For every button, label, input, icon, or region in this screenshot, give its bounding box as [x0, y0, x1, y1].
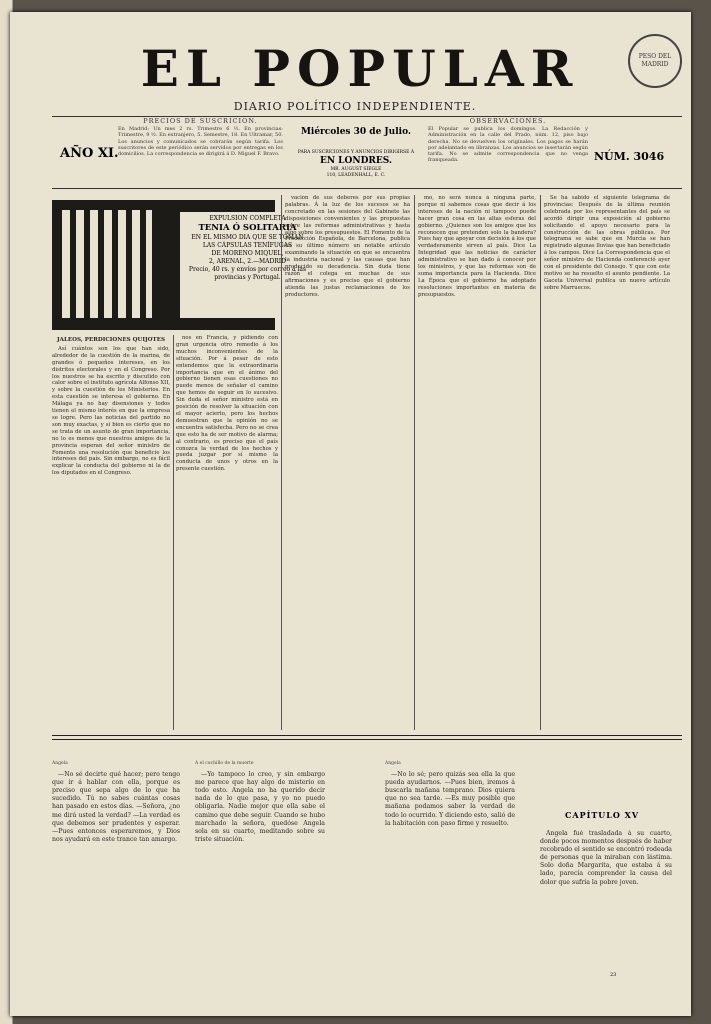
ad-decorative-numeral: [62, 210, 152, 318]
tenia-advertisement: [52, 200, 307, 330]
subscription-title: PRECIOS DE SUSCRICION.: [143, 118, 258, 125]
feuilleton-text-3: —No lo sé; pero quizás sea ella la que pueda ayudarnos. —Pues bien, iremos á buscarla mañana temprano. Dios quiera que no sea tarde. —Es muy posible que mañana podamos saber la verdad de todo lo ocurrido. Y diciendo esto, salió de la habitación con paso firme y resuelto.: [385, 771, 515, 827]
column-4-text: mo, no será nunca á ninguna parte, porque ni sabemos cosas que decir á los intereses de la nación ni tampoco puede hacer gran cosa en las altas esferas del gobierno. ¿Quienes son los amigos que les reconocen que pretenden solo la bandera? Pues hay que apoyar con decisión á los que verdaderamente sirven al país. Dice La Integridad que las noticias de carácter administrativo se han dado á conocer por los ministros, y que las reformas son de suma importancia para la Hacienda. Dice La Época que el gobierno ha adoptado resoluciones importantes en materia de presupuestos.: [418, 195, 536, 298]
observations-title: OBSERVACIONES.: [469, 118, 547, 125]
observations-text: El Popular se publica los domingos. La Redacción y Administración en la calle del Prado, núm. 12, piso bajo derecha. No se devuelven los originales. Los pagos se harán por adelantado en libranzas. Los anuncios se insertarán según tarifa. No se admite correspondencia que no venga franqueada.: [428, 126, 588, 164]
column-1-heading: JALEOS, PERDICIONES QUIJOTES: [56, 337, 166, 343]
feuilleton-page-label: Angela: [52, 761, 68, 766]
news-column-5: [544, 195, 670, 730]
stamp-text: PESO DEL MADRID: [638, 52, 672, 68]
ad-line-3: DE MORENO MIQUEL,: [211, 250, 284, 257]
library-stamp: [628, 34, 682, 88]
year-label: AÑO XI.: [60, 146, 119, 161]
feuilleton-text-1: —No sé decirte qué hacer; pero tengo que ir á hablar con ella, porque es preciso que sepa algo de lo que ha sucedido. Tú no sabes cuántas cosas han pasado en estos días. —Señora, ¿no me dirá usted la verdad? —La verdad es que debemos ser prudentes y esperar. —Pues entonces esperaremos, y Dios nos ayudará en este trance tan amargo.: [52, 771, 180, 843]
header-rule-bottom: [52, 188, 682, 189]
column-5-text: Se ha sabido el siguiente telegrama de provincias: Después de la última reunión celebrada por los representantes del país se acordó dirigir una exposición al gobierno solicitando el apoyo necesario para la construcción de las obras públicas. Por telegrama se sabe que en Murcia se han registrado algunas lluvias que han beneficiado á los campos. Dice La Correspondencia que el señor ministro de Hacienda conferenció ayer con el presidente del Consejo. Y que con este motivo se ha resuelto el asunto pendiente. La Gaceta Universal publica un nuevo artículo sobre Marruecos.: [544, 195, 670, 291]
newspaper-subtitle: DIARIO POLÍTICO INDEPENDIENTE.: [233, 100, 477, 113]
ad-line-2: LAS CÁPSULAS TENÍFUGAS: [202, 242, 293, 249]
feuilleton-column-4: [540, 830, 672, 970]
news-column-4: [418, 195, 536, 730]
observations-block: [428, 118, 588, 184]
feuilleton-column-1: [52, 760, 180, 990]
feuilleton-text-2: —Yo tampoco lo creo, y sin embargo me parece que hay algo de misterio en todo esto. Angela no ha querido decir nada de lo que pasa, y yo no puedo obligarla. Nadie mejor que ella sabe el camino que debe seguir. Cuando se hubo marchado la señora, quedóse Angela sola en su cuarto, meditando sobre su triste situación.: [195, 771, 325, 843]
ad-intro: EXPULSION COMPLETA: [209, 215, 286, 222]
ad-line-4: 2, ARENAL, 2.—MADRID: [209, 258, 286, 265]
london-agent: MR. AUGUST SIEGLE: [330, 167, 382, 172]
column-rule: [281, 195, 282, 730]
newspaper-title: EL POPULAR: [140, 39, 580, 98]
column-rule: [173, 335, 174, 730]
ad-title: TENIA Ó SOLITARIA: [198, 223, 297, 233]
chapter-heading: CAPÍTULO XV: [565, 810, 640, 820]
subscription-text: En Madrid: Un mes 2 rs. Trimestre 6 ½. En provincias: Trimestre, 9 ½. En extranjero, 5. Semestre, 18. En Ultramar, 50. Los anuncios y comunicados se cobrarán según tarifa. Los suscritores de este periódico serán servidos por entregas en los domicilios. La correspondencia se dirigirá á D. Miguel F. Bravo.: [118, 126, 283, 158]
column-3-text: vación de sus deberes por sus propias palabras. Á la luz de los sucesos se ha concretado en las sesiones del Gabinete las disposiciones convenientes y las propuestas sobre las reformas administrativas y hasta algo sobre los presupuestos. El Fomento de la Producción Española, de Barcelona, publica en su último número un notable artículo examinando la situación en que se encuentra la industria nacional y las causas que han producido su decadencia. Sin duda tiene razón el colega en muchas de sus afirmaciones y es preciso que el gobierno atienda las justas reclamaciones de los productores.: [285, 195, 410, 298]
ad-line-1: EN EL MISMO DIA QUE SE TOMAN: [191, 234, 304, 241]
london-address: 110, LEADENHALL, E. C.: [326, 173, 386, 178]
london-label: PARA SUSCRICIONES Y ANUNCIOS DIRIGIRSE Á: [297, 150, 415, 155]
column-rule: [540, 195, 541, 730]
header-rule-top: [52, 116, 682, 117]
issue-number: NÚM. 3046: [594, 150, 665, 163]
issue-date: Miércoles 30 de Julio.: [300, 127, 412, 137]
feuilleton-column-2: [195, 760, 325, 990]
feuilleton-page-number: 23: [610, 972, 617, 978]
london-agent-block: [290, 150, 422, 179]
ad-line-5: Precio, 40 rs. y envíos por correo á las provincias y Portugal.: [188, 266, 307, 281]
feuilleton-divider: [52, 735, 682, 740]
column-2-text: nos en Francia, y pidiendo con gran urgencia otro remedio á los muchos inconvenientes de la situación. Por á pesar de esto entendemos que la extraordinaria importancia que en el ánimo del gobierno tienen esas cuestiones no puede menos de señalar el camino que hemos de seguir en lo sucesivo. Sin duda el señor ministro está en posición de resolver la situación con el mayor acierto, pero los hechos demuestran que la opinión no se encuentra satisfecha. Pero no se crea que esto ha de ser motivo de alarma; al contrario, es preciso que el país conozca la verdad de los hechos y pueda juzgar por sí mismo la conducta de unos y otros en la presente cuestión.: [176, 335, 278, 473]
london-title: EN LONDRES.: [319, 156, 393, 166]
feuilleton-page-label: Á el cuchillo de la muerte: [195, 761, 254, 766]
feuilleton-text-4: Angela fué trasladada á su cuarto, donde pocos momentos después de haber recobrado el sentido se encontró rodeada de personas que la miraban con lástima. Solo doña Margarita, que estaba á su lado, parecía comprender la causa del dolor que sufría la pobre joven.: [540, 830, 672, 886]
news-column-2: [176, 335, 278, 730]
feuilleton-page-label: Angela: [385, 761, 401, 766]
column-rule: [414, 195, 415, 730]
news-column-3: [285, 195, 410, 730]
feuilleton-column-3: [385, 760, 515, 990]
column-1-text: Así cuántos son los que han sido, alrededor de la cuestión de la marina, de grandes ó pequeños intereses, en los distritos electorales y en el Congreso. Por los nuestros se ha escrito y discutido con calor sobre el instituto agrícola Alfonso XII, y sobre la cuestión de los Ministerios. En esta cuestión se interesa el gobierno. En Málaga ya no hay disensiones y todos tienen el mismo interés en que la empresa se logre. Pero las noticias del partido no son muy exactas, y si bien es cierto que no se trata de un asunto de gran importancia, no lo es menos que nuestros amigos de la provincia esperan del señor ministro de Fomento una resolución que beneficie los intereses del país. Sin embargo, no es fácil explicar la conducta del gobierno ni la de los diputados en el Congreso.: [52, 345, 170, 477]
news-column-1: [52, 335, 170, 730]
subscription-block: [118, 118, 283, 184]
